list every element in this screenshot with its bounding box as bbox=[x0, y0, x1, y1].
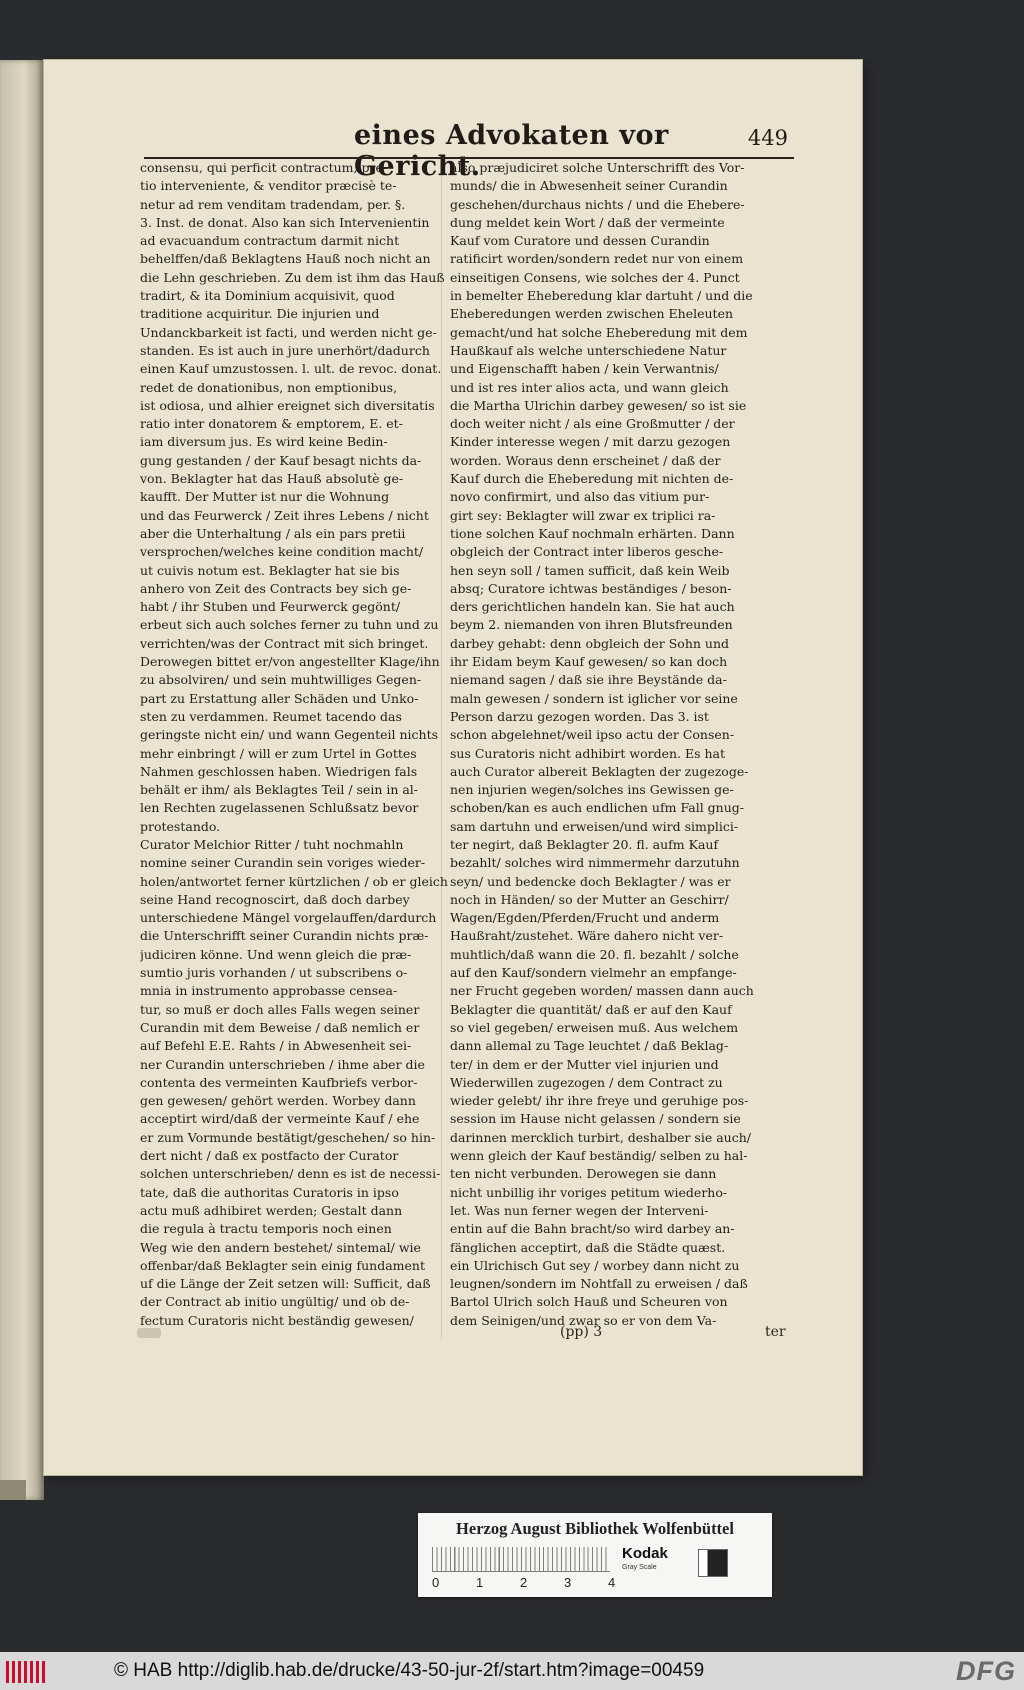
text-line: dem Seinigen/und zwar so er von dem Va- bbox=[450, 1312, 717, 1328]
text-line: schon abgelehnet/weil ipso actu der Consen- bbox=[450, 727, 735, 743]
text-line: ein Ulrichisch Gut sey / worbey dann nicht zu bbox=[450, 1257, 740, 1273]
text-line: anhero von Zeit des Contracts bey sich ge- bbox=[140, 580, 412, 596]
text-line: tate, daß die authoritas Curatoris in ipso bbox=[140, 1184, 399, 1200]
text-line: Curandin mit dem Beweise / daß nemlich er bbox=[140, 1019, 420, 1035]
text-line: also præjudiciret solche Unterschrifft des Vor- bbox=[450, 160, 745, 175]
text-line: Kauf vom Curatore und dessen Curandin bbox=[450, 233, 710, 249]
text-line: sus Curatoris nicht adhibirt worden. Es hat bbox=[450, 745, 726, 761]
catchword: ter bbox=[765, 1324, 786, 1340]
ink-smudge bbox=[137, 1328, 161, 1338]
text-line: tradirt, & ita Dominium acquisivit, quod bbox=[140, 288, 395, 304]
ruler-number: 3 bbox=[564, 1575, 572, 1590]
text-line: ut cuivis notum est. Beklagter hat sie bis bbox=[140, 562, 400, 578]
page-number: 449 bbox=[747, 126, 788, 150]
text-line: sam dartuhn und erweisen/und wird simplici- bbox=[450, 818, 739, 834]
text-line: kaufft. Der Mutter ist nur die Wohnung bbox=[140, 489, 390, 505]
text-line: auf den Kauf/sondern vielmehr an empfange- bbox=[450, 965, 737, 981]
text-line: part zu Erstattung aller Schäden und Unko- bbox=[140, 690, 419, 706]
text-line: auch Curator albereit Beklagten der zugezoge- bbox=[450, 763, 749, 779]
text-line: let. Was nun ferner wegen der Interveni- bbox=[450, 1202, 709, 1218]
text-line: ist odiosa, und alhier ereignet sich diversitatis bbox=[140, 397, 435, 413]
column-gutter bbox=[441, 159, 442, 1339]
text-line: und das Feurwerck / Zeit ihres Lebens / nicht bbox=[140, 507, 429, 523]
text-line: tur, so muß er doch alles Falls wegen seiner bbox=[140, 1001, 420, 1017]
right-text-column bbox=[450, 159, 766, 1330]
running-title: eines Advokaten vor Gericht. bbox=[354, 120, 669, 182]
text-line: Weg wie den andern bestehet/ sintemal/ wie bbox=[140, 1239, 421, 1255]
text-line: Undanckbarkeit ist facti, und werden nicht ge- bbox=[140, 324, 437, 340]
ruler-number: 4 bbox=[608, 1575, 616, 1590]
text-line: darinnen mercklich turbirt, deshalber sie auch/ bbox=[450, 1129, 751, 1145]
text-line: von. Beklagter hat das Hauß absolutè ge- bbox=[140, 471, 404, 487]
text-line: redet de donationibus, non emptionibus, bbox=[140, 379, 398, 395]
text-line: fänglichen acceptirt, daß die Städte quæst. bbox=[450, 1239, 726, 1255]
text-line: und Eigenschafft haben / kein Verwantnis/ bbox=[450, 361, 719, 377]
text-line: gung gestanden / der Kauf besagt nichts da- bbox=[140, 452, 422, 468]
text-line: versprochen/welches keine condition macht/ bbox=[140, 544, 424, 560]
text-line: noch in Händen/ so der Mutter an Geschirr/ bbox=[450, 891, 729, 907]
text-line: wenn gleich der Kauf beständig/ selben zu hal- bbox=[450, 1148, 748, 1164]
text-line: ratificirt worden/sondern redet nur von einem bbox=[450, 251, 744, 267]
text-line: beym 2. niemanden von ihren Blutsfreunden bbox=[450, 617, 733, 633]
adjacent-page-edge bbox=[0, 60, 44, 1500]
text-line: Haußraht/zustehet. Wäre dahero nicht ver- bbox=[450, 928, 724, 944]
text-line: auf Befehl E.E. Rahts / in Abwesenheit sei- bbox=[140, 1038, 412, 1054]
hab-logo-icon bbox=[6, 1661, 46, 1683]
text-line: consensu, qui perficit contractum, pre- bbox=[140, 160, 388, 175]
text-line: fectum Curatoris nicht beständig gewesen/ bbox=[140, 1312, 414, 1328]
text-line: Eheberedungen werden zwischen Eheleuten bbox=[450, 306, 734, 322]
text-line: nen injurien wegen/solches ins Gewissen ge- bbox=[450, 782, 734, 798]
text-line: Bartol Ulrich solch Hauß und Scheuren von bbox=[450, 1294, 728, 1310]
kodak-brand: Kodak bbox=[622, 1545, 668, 1562]
text-line: Beklagter die quantität/ daß er auf den Kauf bbox=[450, 1001, 732, 1017]
text-line: bezahlt/ solches wird nimmermehr darzutuhn bbox=[450, 855, 740, 871]
text-line: erbeut sich auch solches ferner zu tuhn und zu bbox=[140, 617, 439, 633]
text-line: standen. Es ist auch in jure unerhört/dadurch bbox=[140, 342, 430, 358]
text-line: acceptirt wird/daß der vermeinte Kauf / ehe bbox=[140, 1111, 420, 1127]
text-line: ter/ in dem er der Mutter viel injurien und bbox=[450, 1056, 719, 1072]
text-line: habt / ihr Stuben und Feurwerck gegönt/ bbox=[140, 599, 401, 615]
text-line: nicht unbillig ihr voriges petitum wiederho- bbox=[450, 1184, 728, 1200]
text-line: Haußkauf als welche unterschiedene Natur bbox=[450, 342, 727, 358]
color-calibration-card bbox=[418, 1513, 772, 1597]
text-line: obgleich der Contract inter liberos gesche- bbox=[450, 544, 724, 560]
text-line: worden. Woraus denn erscheinet / daß der bbox=[450, 452, 721, 468]
text-line: Kauf durch die Eheberedung mit nichten de- bbox=[450, 471, 734, 487]
text-line: Nahmen geschlossen haben. Wiedrigen fals bbox=[140, 763, 418, 779]
kodak-subtitle: Gray Scale bbox=[622, 1564, 657, 1571]
page-edge-shadow bbox=[0, 1480, 26, 1500]
text-line: offenbar/daß Beklagter sein einig fundament bbox=[140, 1257, 426, 1273]
text-line: er zum Vormunde bestätigt/geschehen/ so hin- bbox=[140, 1129, 436, 1145]
library-name: Herzog August Bibliothek Wolfenbüttel bbox=[456, 1519, 734, 1538]
text-line: len Rechten zugelassenen Schlußsatz bevor bbox=[140, 800, 419, 816]
text-line: leugnen/sondern im Nohtfall zu erweisen / daß bbox=[450, 1276, 748, 1292]
text-line: zu absolviren/ und sein muhtwilliges Gegen- bbox=[140, 672, 422, 688]
text-line: 3. Inst. de donat. Also kan sich Intervenientin bbox=[140, 214, 430, 230]
ruler-number: 0 bbox=[432, 1575, 440, 1590]
text-line: und ist res inter alios acta, und wann gleich bbox=[450, 379, 729, 395]
text-line: absq; Curatore ichtwas beständiges / beson- bbox=[450, 580, 732, 596]
text-line: Wagen/Egden/Pferden/Frucht und anderm bbox=[450, 910, 720, 926]
signature-mark: (pp) 3 bbox=[560, 1324, 603, 1340]
text-line: die Martha Ulrichin darbey gewesen/ so ist sie bbox=[450, 397, 747, 413]
text-line: mnia in instrumento approbasse censea- bbox=[140, 983, 398, 999]
text-line: protestando. bbox=[140, 818, 221, 834]
left-text-column bbox=[140, 159, 456, 1330]
text-line: in bemelter Eheberedung klar dartuht / und die bbox=[450, 288, 753, 304]
text-line: tio interveniente, & venditor præcisè te- bbox=[140, 178, 397, 194]
text-line: Curator Melchior Ritter / tuht nochmahln bbox=[140, 836, 404, 852]
text-line: nomine seiner Curandin sein voriges wieder- bbox=[140, 855, 426, 871]
text-line: girt sey: Beklagter will zwar ex triplici ra- bbox=[450, 507, 716, 523]
text-line: so viel gegeben/ erweisen muß. Aus welchem bbox=[450, 1019, 739, 1035]
ruler-numbers bbox=[432, 1575, 622, 1591]
text-line: iam diversum jus. Es wird keine Bedin- bbox=[140, 434, 388, 450]
copyright-link[interactable]: © HAB http://diglib.hab.de/drucke/43-50-jur-2f/start.htm?image=00459 bbox=[114, 1660, 705, 1681]
text-line: gen gewesen/ gehört werden. Worbey dann bbox=[140, 1093, 416, 1109]
text-line: ten nicht verbunden. Derowegen sie dann bbox=[450, 1166, 717, 1182]
text-line: die Unterschrifft seiner Curandin nichts præ- bbox=[140, 928, 429, 944]
text-line: geschehen/durchaus nichts / und die Ehebere- bbox=[450, 196, 745, 212]
text-line: tione solchen Kauf nochmaln erhärten. Dann bbox=[450, 525, 735, 541]
text-line: ner Frucht gegeben worden/ massen dann auch bbox=[450, 983, 754, 999]
text-line: gemacht/und hat solche Eheberedung mit dem bbox=[450, 324, 748, 340]
text-line: der Contract ab initio ungültig/ und ob de- bbox=[140, 1294, 410, 1310]
scale-ruler bbox=[432, 1547, 610, 1572]
text-line: ter negirt, daß Beklagter 20. fl. aufm Kauf bbox=[450, 836, 719, 852]
dfg-logo: DFG bbox=[956, 1656, 1016, 1686]
text-line: session im Hause nicht gelassen / sondern sie bbox=[450, 1111, 741, 1127]
text-line: schoben/kan es auch endlichen ufm Fall gnug- bbox=[450, 800, 745, 816]
text-line: verrichten/was der Contract mit sich bringet. bbox=[140, 635, 429, 651]
text-line: solchen unterschrieben/ denn es ist de necessi- bbox=[140, 1166, 441, 1182]
text-line: judiciren könne. Und wenn gleich die præ- bbox=[140, 946, 412, 962]
ruler-number: 1 bbox=[476, 1575, 484, 1590]
text-line: darbey gehabt: denn obgleich der Sohn und bbox=[450, 635, 730, 651]
text-line: ner Curandin unterschrieben / ihme aber die bbox=[140, 1056, 425, 1072]
text-line: einen Kauf umzustossen. l. ult. de revoc. donat. bbox=[140, 361, 442, 377]
text-line: dert nicht / daß ex postfacto der Curator bbox=[140, 1148, 399, 1164]
text-line: aber die Unterhaltung / als ein pars pretii bbox=[140, 525, 406, 541]
text-line: die regula à tractu temporis noch einen bbox=[140, 1221, 392, 1237]
text-line: doch weiter nicht / als eine Großmutter / der bbox=[450, 416, 735, 432]
text-line: novo confirmirt, und also das vitium pur- bbox=[450, 489, 710, 505]
text-line: unterschiedene Mängel vorgelauffen/dardurch bbox=[140, 910, 437, 926]
text-line: entin auf die Bahn bracht/so wird darbey an- bbox=[450, 1221, 735, 1237]
text-line: einseitigen Consens, wie solches der 4. Punct bbox=[450, 269, 740, 285]
text-line: behelffen/daß Beklagtens Hauß noch nicht an bbox=[140, 251, 431, 267]
text-line: wieder gelebt/ ihr ihre freye und geruhige pos- bbox=[450, 1093, 749, 1109]
text-line: Derowegen bittet er/von angestellter Klage/ihn bbox=[140, 654, 440, 670]
text-line: netur ad rem venditam tradendam, per. §. bbox=[140, 196, 406, 212]
text-line: hen seyn soll / tamen sufficit, daß kein Weib bbox=[450, 562, 730, 578]
text-line: Wiederwillen zugezogen / dem Contract zu bbox=[450, 1074, 723, 1090]
text-line: mehr einbringt / will er zum Urtel in Gottes bbox=[140, 745, 417, 761]
text-line: actu muß adhibiret werden; Gestalt dann bbox=[140, 1202, 403, 1218]
text-line: Person darzu gezogen worden. Das 3. ist bbox=[450, 708, 709, 724]
scanned-page bbox=[44, 60, 862, 1475]
footer-bar bbox=[0, 1652, 1024, 1690]
text-line: seyn/ und bedencke doch Beklagter / was er bbox=[450, 873, 731, 889]
text-line: seine Hand recognoscirt, daß doch darbey bbox=[140, 891, 410, 907]
text-line: ders gerichtlichen handeln kan. Sie hat auch bbox=[450, 599, 735, 615]
text-line: contenta des vermeinten Kaufbriefs verbor- bbox=[140, 1074, 418, 1090]
text-line: sumtio juris vorhanden / ut subscribens o- bbox=[140, 965, 408, 981]
text-line: traditione acquiritur. Die injurien und bbox=[140, 306, 380, 322]
text-line: dann allemal zu Tage leuchtet / daß Beklag- bbox=[450, 1038, 729, 1054]
text-line: sten zu verdammen. Reumet tacendo das bbox=[140, 708, 402, 724]
ruler-number: 2 bbox=[520, 1575, 528, 1590]
text-line: muhtlich/daß wann die 20. fl. bezahlt / solche bbox=[450, 946, 739, 962]
text-line: dung meldet kein Wort / daß der vermeinte bbox=[450, 214, 725, 230]
text-line: maln gewesen / sondern ist iglicher vor seine bbox=[450, 690, 738, 706]
text-line: ad evacuandum contractum darmit nicht bbox=[140, 233, 400, 249]
text-line: niemand sagen / daß sie ihre Beystände da- bbox=[450, 672, 727, 688]
gray-scale-swatch bbox=[698, 1549, 728, 1577]
text-line: geringste nicht ein/ und wann Gegenteil nichts bbox=[140, 727, 439, 743]
text-line: die Lehn geschrieben. Zu dem ist ihm das Hauß bbox=[140, 269, 445, 285]
text-line: ihr Eidam beym Kauf gewesen/ so kan doch bbox=[450, 654, 728, 670]
text-line: holen/antwortet ferner kürtzlichen / ob er gleich bbox=[140, 873, 448, 889]
text-line: behält er ihm/ als Beklagtes Teil / sein in al- bbox=[140, 782, 419, 798]
text-line: Kinder interesse wegen / mit darzu gezogen bbox=[450, 434, 731, 450]
text-line: uf die Länge der Zeit setzen will: Sufficit, daß bbox=[140, 1276, 431, 1292]
text-line: munds/ die in Abwesenheit seiner Curandin bbox=[450, 178, 728, 194]
text-line: ratio inter donatorem & emptorem, E. et- bbox=[140, 416, 403, 432]
